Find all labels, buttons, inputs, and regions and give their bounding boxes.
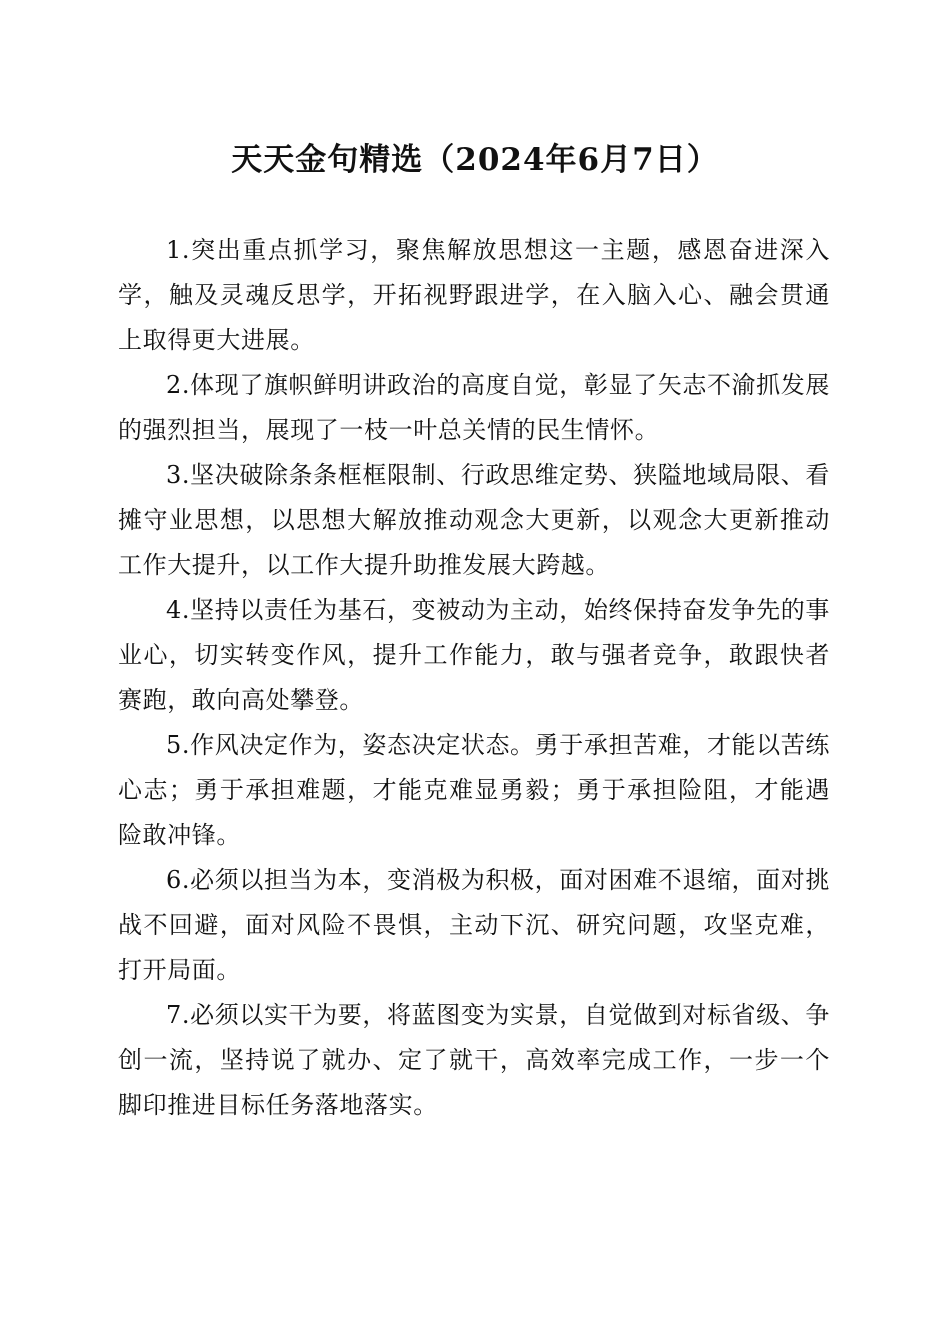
quote-paragraph-3: 3.坚决破除条条框框限制、行政思维定势、狭隘地域局限、看摊守业思想，以思想大解放推动观念大更新，以观念大更新推动工作大提升，以工作大提升助推发展大跨越。	[118, 461, 830, 579]
quote-paragraph-7: 7.必须以实干为要，将蓝图变为实景，自觉做到对标省级、争创一流，坚持说了就办、定了就干，高效率完成工作，一步一个脚印推进目标任务落地落实。	[118, 1001, 830, 1119]
document-title: 天天金句精选（2024年6月7日）	[231, 142, 719, 178]
quote-paragraph-1: 1.突出重点抓学习，聚焦解放思想这一主题，感恩奋进深入学，触及灵魂反思学，开拓视野跟进学，在入脑入心、融会贯通上取得更大进展。	[118, 236, 830, 354]
quote-paragraph-4: 4.坚持以责任为基石，变被动为主动，始终保持奋发争先的事业心，切实转变作风，提升工作能力，敢与强者竞争，敢跟快者赛跑，敢向高处攀登。	[118, 596, 830, 714]
quote-paragraph-5: 5.作风决定作为，姿态决定状态。勇于承担苦难，才能以苦练心志；勇于承担难题，才能克难显勇毅；勇于承担险阻，才能遇险敢冲锋。	[118, 731, 830, 849]
quote-paragraph-2: 2.体现了旗帜鲜明讲政治的高度自觉，彰显了矢志不渝抓发展的强烈担当，展现了一枝一叶总关情的民生情怀。	[118, 371, 830, 444]
quote-paragraph-6: 6.必须以担当为本，变消极为积极，面对困难不退缩，面对挑战不回避，面对风险不畏惧，主动下沉、研究问题，攻坚克难，打开局面。	[118, 866, 830, 984]
document-body	[118, 228, 830, 1128]
